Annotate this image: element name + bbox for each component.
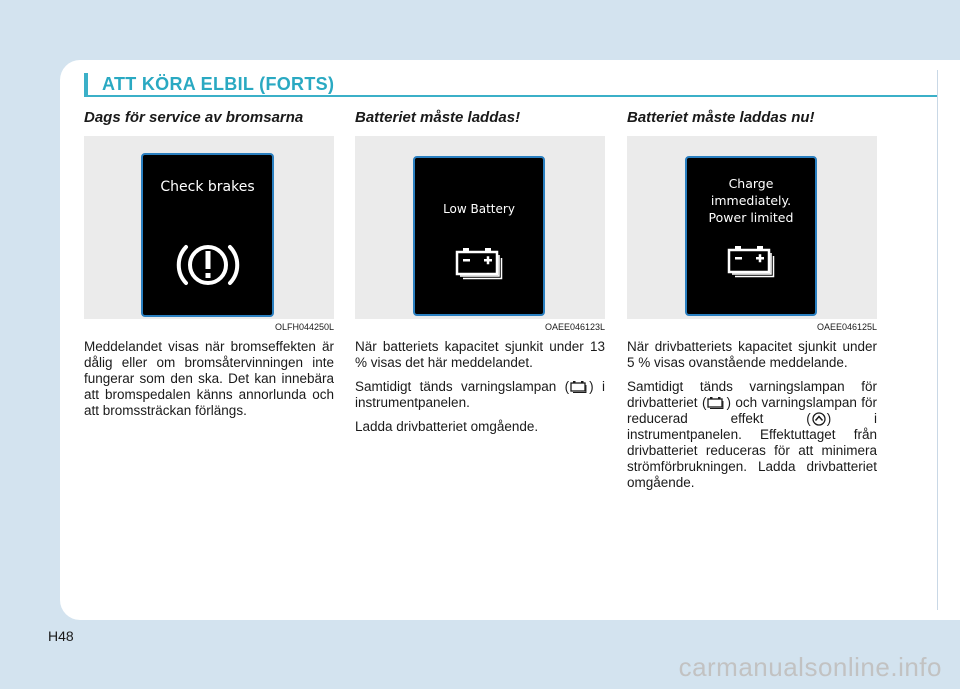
- display-message: Low Battery: [443, 202, 515, 216]
- battery-icon: [727, 244, 775, 278]
- paragraph: Ladda drivbatteriet omgående.: [355, 419, 539, 434]
- cluster-display: [141, 153, 274, 317]
- cluster-display: [685, 156, 817, 316]
- figure-brake-service: [84, 136, 334, 332]
- figure-code: OAEE046123L: [542, 322, 605, 333]
- paragraph: När drivbatteriets kapacitet sjunkit under 5 % visas ovanstående meddelande.: [627, 339, 877, 370]
- paragraph-text: Samtidigt tänds varningslampan för drivbatteriet (: [627, 379, 877, 410]
- battery-warning-icon: [707, 396, 725, 410]
- brake-warning-icon: [176, 237, 240, 293]
- paragraph-text: ) och varningslampan för reducerad effekt (: [627, 395, 878, 426]
- battery-icon: [455, 246, 503, 280]
- column-body: [627, 339, 877, 491]
- reduced-power-icon: [812, 412, 826, 426]
- figure-code: OLFH044250L: [272, 322, 334, 333]
- paragraph-with-icon: [355, 379, 605, 411]
- column-body: [355, 339, 605, 435]
- paragraph: När batteriets kapacitet sjunkit under 13 % visas det här meddelandet.: [355, 339, 605, 370]
- section-accent-bar: [84, 73, 88, 95]
- section-underline: [84, 95, 937, 97]
- section-title: ATT KÖRA ELBIL (FORTS): [102, 74, 335, 94]
- paragraph: Meddelandet visas när bromseffekten är dålig eller om bromsåtervinningen inte fungerar som den ska. Det kan innebära att bromspedalen känns annorlunda och att bromssträckan förlängs.: [84, 339, 334, 418]
- column-heading: Dags för service av bromsarna: [84, 109, 304, 126]
- paragraph-text: ) i instrumentpanelen.: [355, 379, 605, 410]
- paragraph-text: ) i instrumentpanelen. Effektuttaget från drivbatteriet reduceras för att minimera strömförbrukningen. Ladda drivbatteriet omgående.: [627, 411, 877, 490]
- column-heading: Batteriet måste laddas!: [355, 109, 521, 126]
- figure-charge-now: [627, 136, 877, 332]
- battery-warning-icon: [570, 380, 588, 394]
- watermark: carmanualsonline.info: [678, 652, 942, 682]
- display-message: Check brakes: [160, 179, 255, 195]
- column-body: [84, 339, 334, 419]
- column-charge-now: [627, 108, 877, 499]
- figure-low-battery: [355, 136, 605, 332]
- figure-code: OAEE046125L: [814, 322, 877, 333]
- cluster-display: [413, 156, 545, 316]
- paragraph-text: Samtidigt tänds varningslampan (: [355, 379, 570, 394]
- display-message: Charge immediately. Power limited: [708, 176, 794, 225]
- paragraph-with-icons: [627, 379, 877, 491]
- page-number: H48: [48, 628, 74, 644]
- column-low-battery: [355, 108, 605, 443]
- column-heading: Batteriet måste laddas nu!: [627, 109, 815, 126]
- column-brake-service: [84, 108, 334, 427]
- right-margin-rule: [937, 70, 938, 610]
